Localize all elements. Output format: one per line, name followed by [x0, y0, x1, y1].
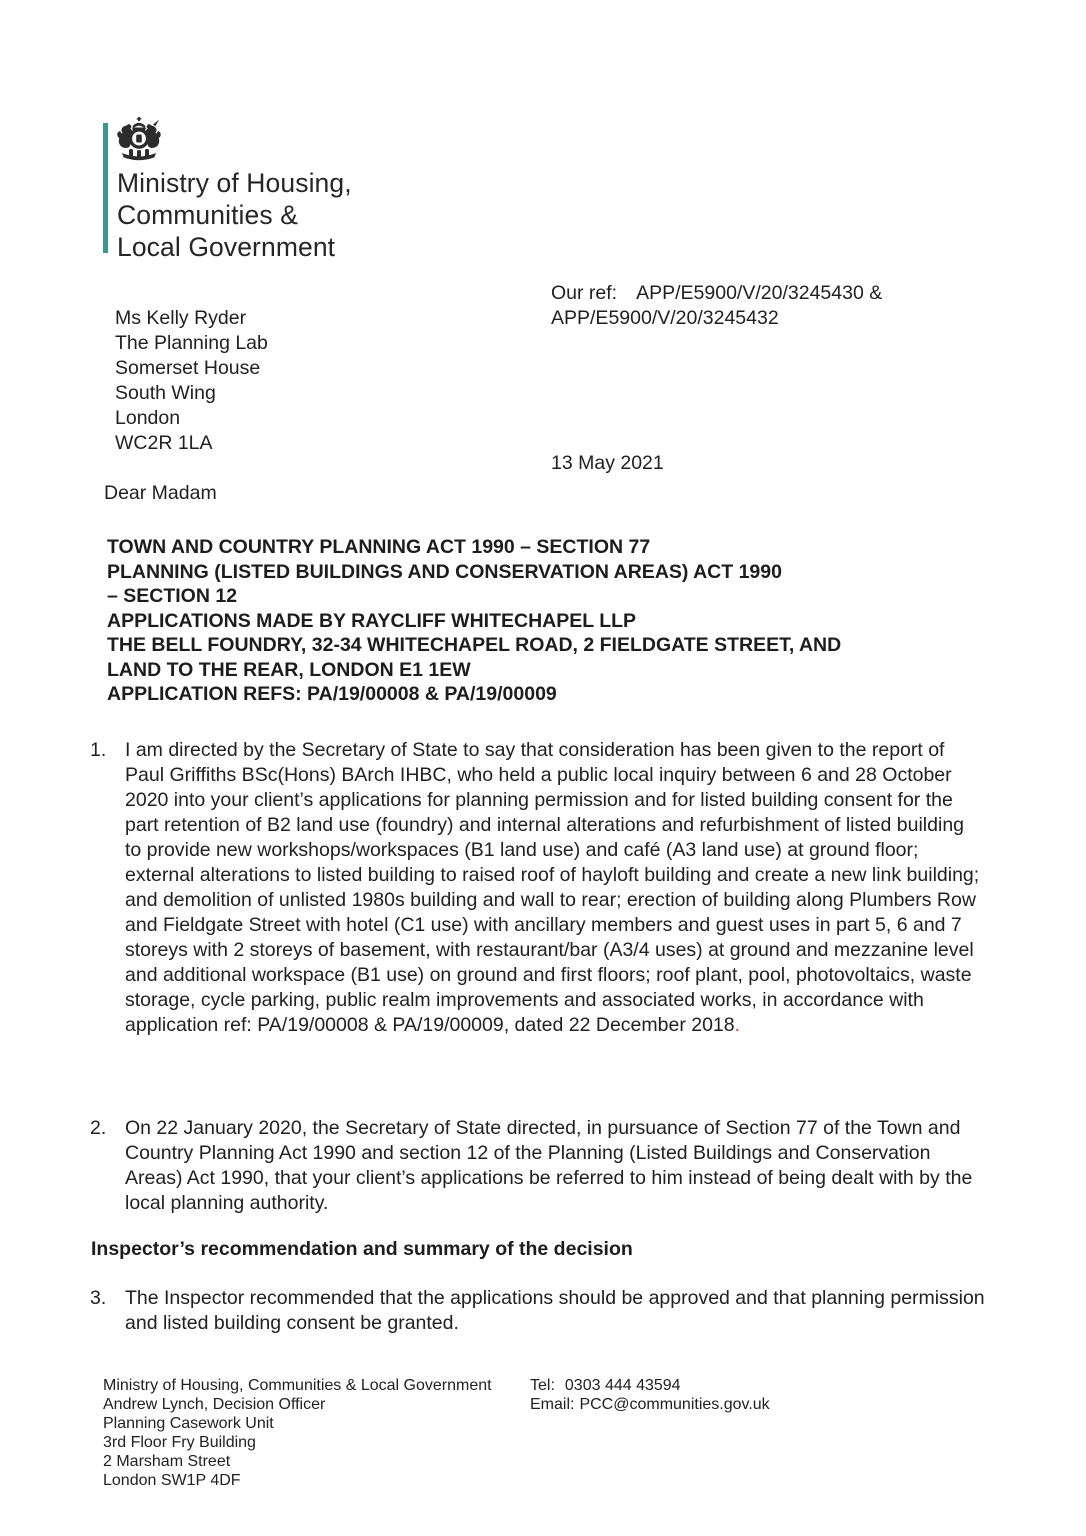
paragraph-1-text: I am directed by the Secretary of State to say that consideration has been given to the report of Paul Griffiths BSc(Hons) BArch IHBC, who held a public local inquiry between 6 and 28 October 2020 into your client’s applications for planning permission and for listed building consent for the part retention of B2 land use (foundry) and internal alterations and refurbishment of listed building to provide new workshops/workspaces (B1 land use) and café (A3 land use) at ground floor; external alterations to listed building to raised roof of hayloft building and create a new link building; and demolition of unlisted 1980s building and wall to rear; erection of building along Plumbers Row and Fieldgate Street with hotel (C1 use) with ancillary members and guest uses in part 5, 6 and 7 storeys with 2 storeys of basement, with restaurant/bar (A3/4 uses) at ground and mezzanine level and additional workspace (B1 use) on ground and first floors; roof plant, pool, photovoltaics, waste storage, cycle parking, public realm improvements and associated works, in accordance with application ref: PA/19/00008 & PA/19/00009, dated 22 December 2018. — [125, 739, 980, 1036]
recipient-address-line: Somerset House — [115, 357, 261, 379]
recipient-address — [115, 306, 268, 456]
subject-line-3: – SECTION 12 — [107, 585, 238, 607]
paragraph-1 — [90, 738, 985, 1038]
footer-tel-line — [530, 1376, 770, 1395]
subject-line-1: TOWN AND COUNTRY PLANNING ACT 1990 – SECTION 77 — [107, 536, 651, 558]
subject-line-5: THE BELL FOUNDRY, 32-34 WHITECHAPEL ROAD, 2 FIELDGATE STREET, AND — [107, 634, 842, 656]
salutation: Dear Madam — [104, 482, 217, 504]
subject-heading — [107, 535, 841, 707]
logo-line-3: Local Government — [117, 232, 336, 262]
reference-label: Our ref: — [551, 282, 618, 304]
reference-line-2 — [551, 306, 882, 331]
reference-line-1 — [551, 281, 882, 306]
footer-email-line — [530, 1395, 770, 1414]
letter-date: 13 May 2021 — [551, 452, 664, 474]
recipient-name: Ms Kelly Ryder — [115, 307, 247, 329]
logo-accent-bar — [103, 123, 108, 253]
letter-footer — [103, 1376, 770, 1490]
footer-contact — [530, 1376, 770, 1490]
footer-unit: Planning Casework Unit — [103, 1415, 274, 1432]
reference-block — [551, 281, 882, 331]
footer-officer: Andrew Lynch, Decision Officer — [103, 1396, 326, 1413]
email-label: Email: — [530, 1396, 575, 1413]
footer-street: 2 Marsham Street — [103, 1453, 231, 1470]
paragraph-2 — [90, 1116, 985, 1216]
reference-number-1: APP/E5900/V/20/3245430 & — [636, 282, 883, 304]
tel-label: Tel: — [530, 1377, 555, 1394]
royal-coat-of-arms-icon — [114, 117, 164, 170]
paragraph-1-number: 1. — [90, 739, 107, 761]
recipient-postcode: WC2R 1LA — [115, 432, 213, 454]
footer-building: 3rd Floor Fry Building — [103, 1434, 256, 1451]
subject-line-4: APPLICATIONS MADE BY RAYCLIFF WHITECHAPEL LLP — [107, 609, 637, 632]
recipient-city: London — [115, 407, 181, 429]
footer-postcode: London SW1P 4DF — [103, 1472, 241, 1489]
email-value: PCC@communities.gov.uk — [579, 1396, 770, 1413]
subject-line-7: APPLICATION REFS: PA/19/00008 & PA/19/00009 — [107, 683, 557, 705]
paragraph-3 — [90, 1286, 985, 1336]
recipient-address-line: South Wing — [115, 382, 216, 404]
subject-line-2: PLANNING (LISTED BUILDINGS AND CONSERVATION AREAS) ACT 1990 — [107, 560, 782, 583]
subject-line-6: LAND TO THE REAR, LONDON E1 1EW — [107, 658, 471, 681]
paragraph-2-text: On 22 January 2020, the Secretary of State directed, in pursuance of Section 77 of the Town and Country Planning Act 1990 and section 12 of the Planning (Listed Buildings and Conservation Areas) Act 1990, that your client’s applications be referred to him instead of being dealt with by the local planning authority. — [125, 1117, 973, 1214]
red-period: . — [734, 1014, 741, 1036]
paragraph-3-text: The Inspector recommended that the applications should be approved and that planning permission and listed building consent be granted. — [125, 1287, 985, 1334]
paragraph-3-number: 3. — [90, 1287, 107, 1309]
paragraph-2-number: 2. — [90, 1117, 107, 1139]
logo-wordmark — [117, 167, 417, 263]
tel-value: 0303 444 43594 — [564, 1377, 681, 1394]
logo-line-2: Communities & — [117, 200, 298, 230]
recipient-org: The Planning Lab — [115, 332, 268, 354]
reference-number-2: APP/E5900/V/20/3245432 — [551, 307, 779, 329]
logo-line-1: Ministry of Housing, — [117, 168, 352, 198]
footer-address — [103, 1376, 530, 1490]
footer-dept: Ministry of Housing, Communities & Local Government — [103, 1377, 492, 1394]
section-heading: Inspector’s recommendation and summary of the decision — [91, 1238, 633, 1260]
